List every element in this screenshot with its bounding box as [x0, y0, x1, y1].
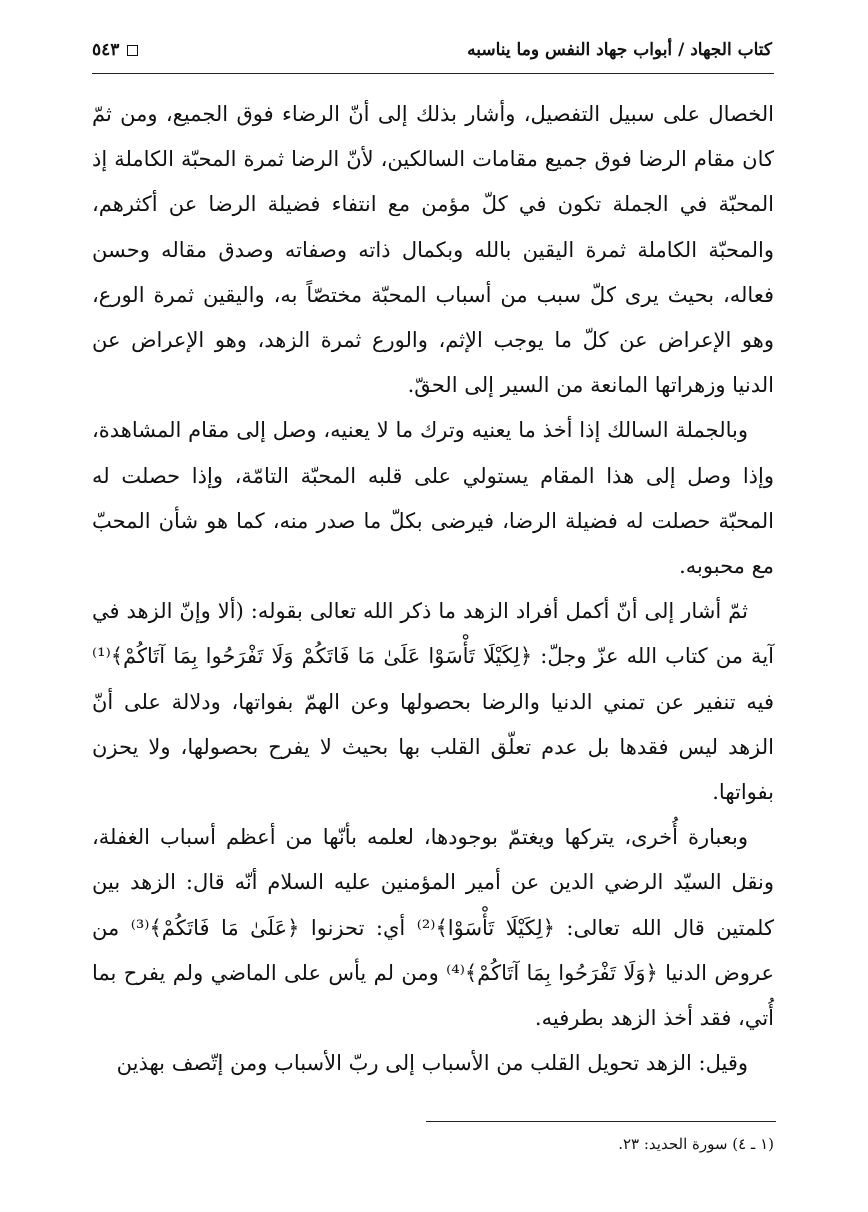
book-title: كتاب الجهاد / أبواب جهاد النفس وما يناسبه [467, 40, 772, 60]
footnote-rule [426, 1121, 776, 1122]
paragraph-1: الخصال على سبيل التفصيل، وأشار بذلك إلى أنّ الرضاء فوق الجميع، ومن ثمّ كان مقام الرضا فوق جميع مقامات السالكين، لأنّ الرضا ثمرة المحبّة الكاملة إذ المحبّة في الجملة تكون في كلّ مؤمن مع انتفاء فضيلة الرضا عن أكثرهم، والمحبّة الكاملة ثمرة اليقين بالله وبكمال ذاته وصفاته وصدق مقاله وحسن فعاله، بحيث يرى كلّ سبب من أسباب المحبّة مختصّاً به، واليقين ثمرة الورع، وهو الإعراض عن كلّ ما يوجب الإثم، والورع ثمرة الزهد، وهو الإعراض عن الدنيا وزهراتها المانعة من السير إلى الحقّ. [92, 102, 774, 398]
paragraph-3: ثمّ أشار إلى أنّ أكمل أفراد الزهد ما ذكر الله تعالى بقوله: (ألا وإنّ الزهد في آية من كتاب الله عزّ وجلّ: ﴿لِكَيْلَا تَأْسَوْا عَلَىٰ مَا فَاتَكُمْ وَلَا تَفْرَحُوا بِمَا آتَاكُمْ﴾⁽¹⁾ فيه تنفير عن تمني الدنيا والرضا بحصولها وعن الهمّ بفواتها، ودلالة على أنّ الزهد ليس فقدها بل عدم تعلّق القلب بها بحيث لا يفرح بحصولها، ولا يحزن بفواتها. [92, 599, 774, 805]
paragraph-4: وبعبارة أُخرى، يتركها ويغتمّ بوجودها، لعلمه بأنّها من أعظم أسباب الغفلة، ونقل السيّد الرضي الدين عن أمير المؤمنين عليه السلام أنّه قال: الزهد بين كلمتين قال الله تعالى: ﴿لِكَيْلَا تَأْسَوْا﴾⁽²⁾ أي: تحزنوا ﴿عَلَىٰ مَا فَاتَكُمْ﴾⁽³⁾ من عروض الدنيا ﴿وَلَا تَفْرَحُوا بِمَا آتَاكُمْ﴾⁽⁴⁾ ومن لم يأس على الماضي ولم يفرح بما أُتي، فقد أخذ الزهد بطرفيه. [92, 825, 774, 1031]
footnote: (١ ـ ٤) سورة الحديد: ٢٣. [618, 1135, 774, 1153]
header-rule [92, 73, 774, 74]
running-head-title [467, 40, 772, 60]
page-number: ٥٤٣ [92, 40, 120, 60]
paragraph-5: وقيل: الزهد تحويل القلب من الأسباب إلى ربّ الأسباب ومن إتّصف بهذين [116, 1051, 748, 1076]
running-head-page [92, 40, 138, 60]
main-text [92, 92, 774, 1086]
paragraph-2: وبالجملة السالك إذا أخذ ما يعنيه وترك ما لا يعنيه، وصل إلى مقام المشاهدة، وإذا وصل إلى هذا المقام يستولي على قلبه المحبّة التامّة، وإذا حصلت له المحبّة حصلت له فضيلة الرضا، فيرضى بكلّ ما صدر منه، كما هو شأن المحبّ مع محبوبه. [92, 418, 774, 579]
square-ornament-icon [127, 45, 138, 56]
running-head [92, 36, 772, 64]
